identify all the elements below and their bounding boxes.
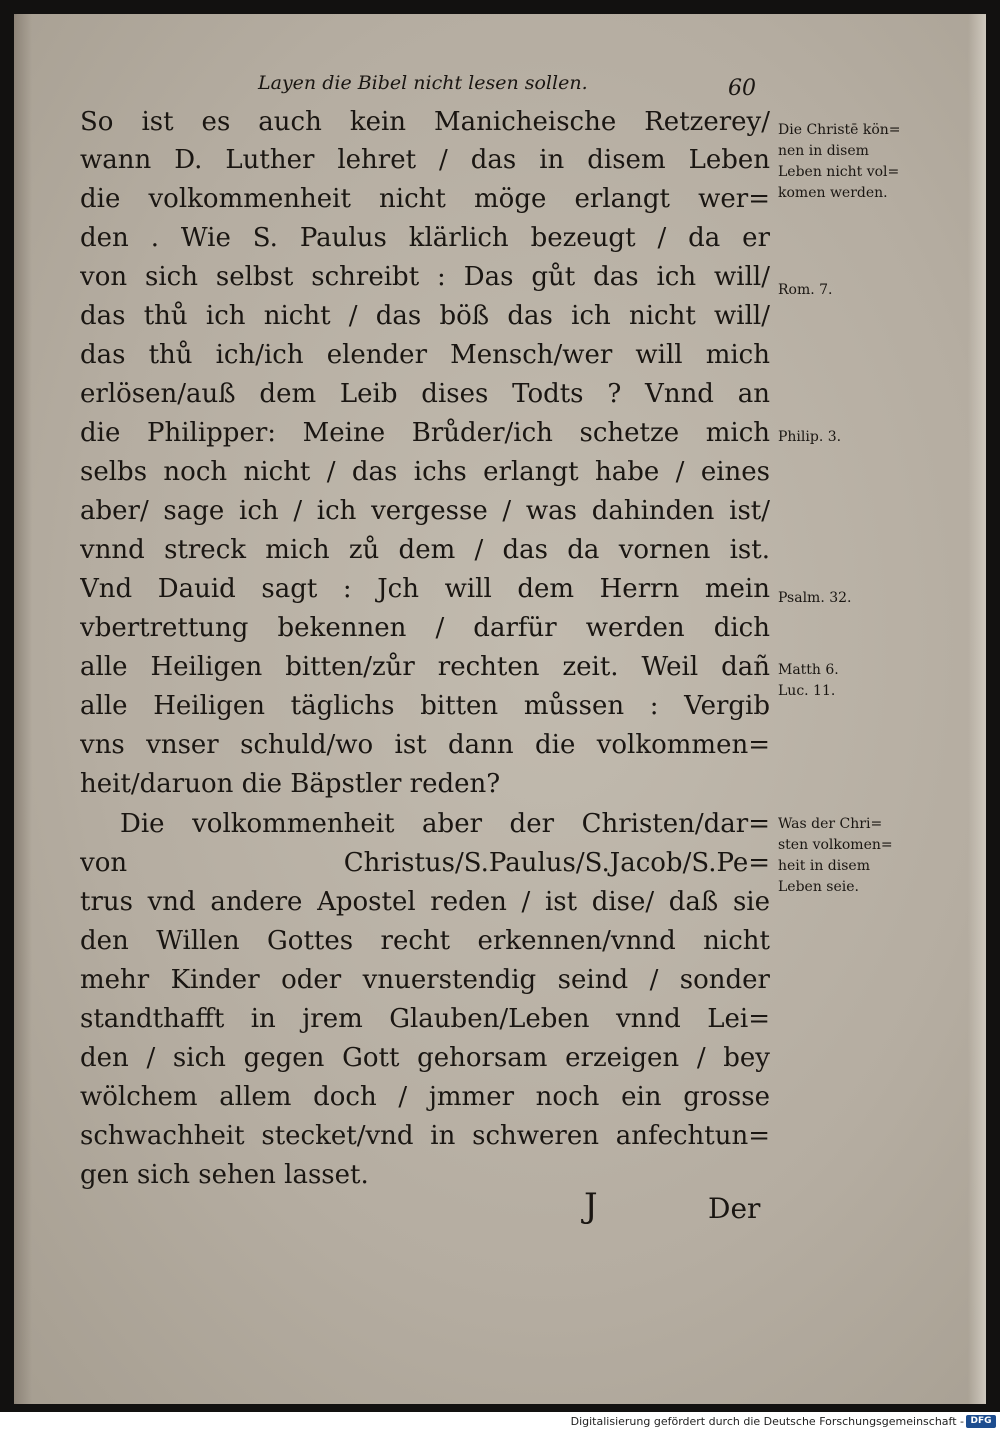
margin-note: komen werden. [778,185,888,201]
body-line: heit/daruon die Bäpstler reden? [80,769,501,799]
footer-bar [0,1412,1000,1432]
body-line: wann D. Luther lehret / das in disem Leben [80,145,770,175]
margin-note: Leben nicht vol= [778,164,900,180]
dfg-logo: DFG [966,1415,996,1428]
body-line: den . Wie S. Paulus klärlich bezeugt / da er [80,223,770,253]
body-line: schwachheit stecket/vnd in schweren anfechtun= [80,1121,770,1151]
body-line: Die volkommenheit aber der Christen/dar= [120,809,770,839]
body-line: standthafft in jrem Glauben/Leben vnnd Lei= [80,1004,770,1034]
body-line: von Christus/S.Paulus/S.Jacob/S.Pe= [80,848,770,878]
margin-note: Philip. 3. [778,429,842,445]
margin-note: Die Christē kön= [778,122,901,138]
margin-note: heit in disem [778,858,870,874]
margin-note: Psalm. 32. [778,590,852,606]
body-line: den Willen Gottes recht erkennen/vnnd nicht [80,926,770,956]
body-line: So ist es auch kein Manicheische Retzerey/ [80,107,770,137]
margin-note: Luc. 11. [778,683,836,699]
body-line: das thů ich nicht / das böß das ich nicht will/ [80,301,770,331]
body-line: erlösen/auß dem Leib dises Todts ? Vnnd an [80,379,770,409]
margin-note: sten volkomen= [778,837,893,853]
margin-note: Was der Chri= [778,816,883,832]
margin-note: nen in disem [778,143,869,159]
page-edge-highlight [968,14,986,1404]
body-line: alle Heiligen bitten/zůr rechten zeit. Weil dañ [80,652,770,682]
body-line: das thů ich/ich elender Mensch/wer will mich [80,340,770,370]
body-line: vbertrettung bekennen / darfür werden dich [80,613,770,643]
body-line: gen sich sehen lasset. [80,1160,369,1190]
body-line: den / sich gegen Gott gehorsam erzeigen / bey [80,1043,770,1073]
body-line: alle Heiligen täglichs bitten můssen : Vergib [80,691,770,721]
margin-note: Rom. 7. [778,282,833,298]
body-line: wölchem allem doch / jmmer noch ein grosse [80,1082,770,1112]
margin-note: Leben seie. [778,879,859,895]
body-line: von sich selbst schreibt : Das gůt das ich will/ [80,262,770,292]
body-line: Vnd Dauid sagt : Jch will dem Herrn mein [80,574,770,604]
signature-mark: J [584,1186,598,1226]
body-line: vns vnser schuld/wo ist dann die volkommen= [80,730,770,760]
body-line: selbs noch nicht / das ichs erlangt habe / eines [80,457,770,487]
catchword: Der [708,1192,761,1225]
body-line: die Philipper: Meine Brůder/ich schetze mich [80,418,770,448]
running-head: Layen die Bibel nicht lesen sollen. [258,72,588,94]
body-line: die volkommenheit nicht möge erlangt wer= [80,184,770,214]
funding-credit: Digitalisierung gefördert durch die Deutsche Forschungsgemeinschaft - [570,1415,964,1428]
page-number: 60 [728,76,756,101]
body-line: mehr Kinder oder vnuerstendig seind / sonder [80,965,770,995]
body-line: trus vnd andere Apostel reden / ist dise/ daß sie [80,887,770,917]
body-line: vnnd streck mich zů dem / das da vornen ist. [80,535,770,565]
page-gutter-shadow [14,14,32,1404]
margin-note: Matth 6. [778,662,839,678]
body-line: aber/ sage ich / ich vergesse / was dahinden ist/ [80,496,770,526]
